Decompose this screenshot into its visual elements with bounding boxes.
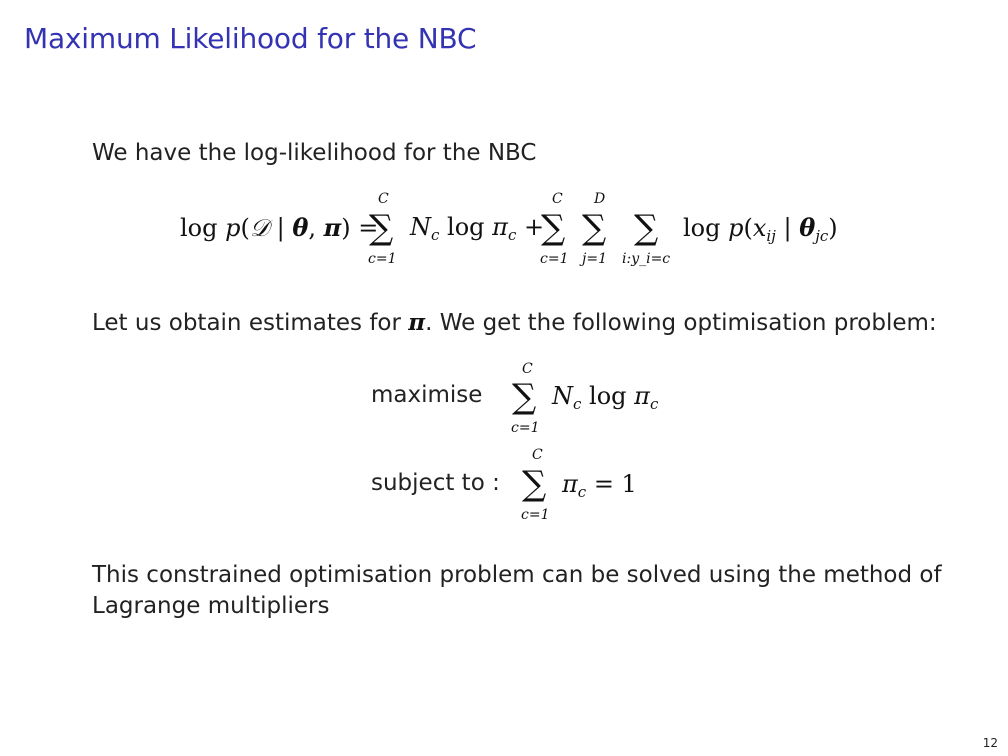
page-number: 12 xyxy=(982,736,998,750)
equation-term2: $\log p(x_{ij}$ | $\theta_{jc}$) xyxy=(683,213,838,245)
constraint-term: $\pi_c = 1$ xyxy=(562,470,637,501)
sum2-lower: c=1 xyxy=(540,251,569,267)
subject-to-label: subject to : xyxy=(371,470,500,496)
slide-title: Maximum Likelihood for the NBC xyxy=(24,22,477,55)
equation-lhs: log p(𝒟 | θ, π) = xyxy=(180,213,379,242)
sum2-upper: C xyxy=(552,191,563,207)
conclusion-text xyxy=(92,560,942,622)
sum1-symbol: ∑ xyxy=(369,208,394,248)
sum4-symbol: ∑ xyxy=(634,208,659,248)
constraint-sum-symbol: ∑ xyxy=(522,464,547,504)
sum3-symbol: ∑ xyxy=(582,208,607,248)
intro-text: We have the log-likelihood for the NBC xyxy=(92,140,537,166)
sum3-upper: D xyxy=(594,191,606,207)
sum1-upper: C xyxy=(378,191,389,207)
maximise-label: maximise xyxy=(371,382,483,408)
constraint-lower: c=1 xyxy=(521,507,550,523)
sum2-symbol: ∑ xyxy=(541,208,566,248)
pi-symbol: π xyxy=(408,309,426,336)
sum1-lower: c=1 xyxy=(368,251,397,267)
objective-term: $N_c$ $\log \pi_c$ xyxy=(552,382,659,413)
sum3-lower: j=1 xyxy=(582,251,607,267)
conclusion-line1: This constrained optimisation problem can be solved using the method of xyxy=(92,562,942,588)
objective-sum-symbol: ∑ xyxy=(512,377,537,417)
conclusion-line2: Lagrange multipliers xyxy=(92,593,330,619)
estimate-text-after: . We get the following optimisation problem: xyxy=(425,310,937,336)
objective-upper: C xyxy=(522,361,533,377)
sum4-lower: i:y_i=c xyxy=(622,251,671,267)
estimate-text xyxy=(92,307,937,339)
constraint-upper: C xyxy=(532,447,543,463)
objective-lower: c=1 xyxy=(511,420,540,436)
equation-term1: $N_c$ $\log \pi_c$ + xyxy=(410,213,545,244)
estimate-text-before: Let us obtain estimates for xyxy=(92,310,401,336)
